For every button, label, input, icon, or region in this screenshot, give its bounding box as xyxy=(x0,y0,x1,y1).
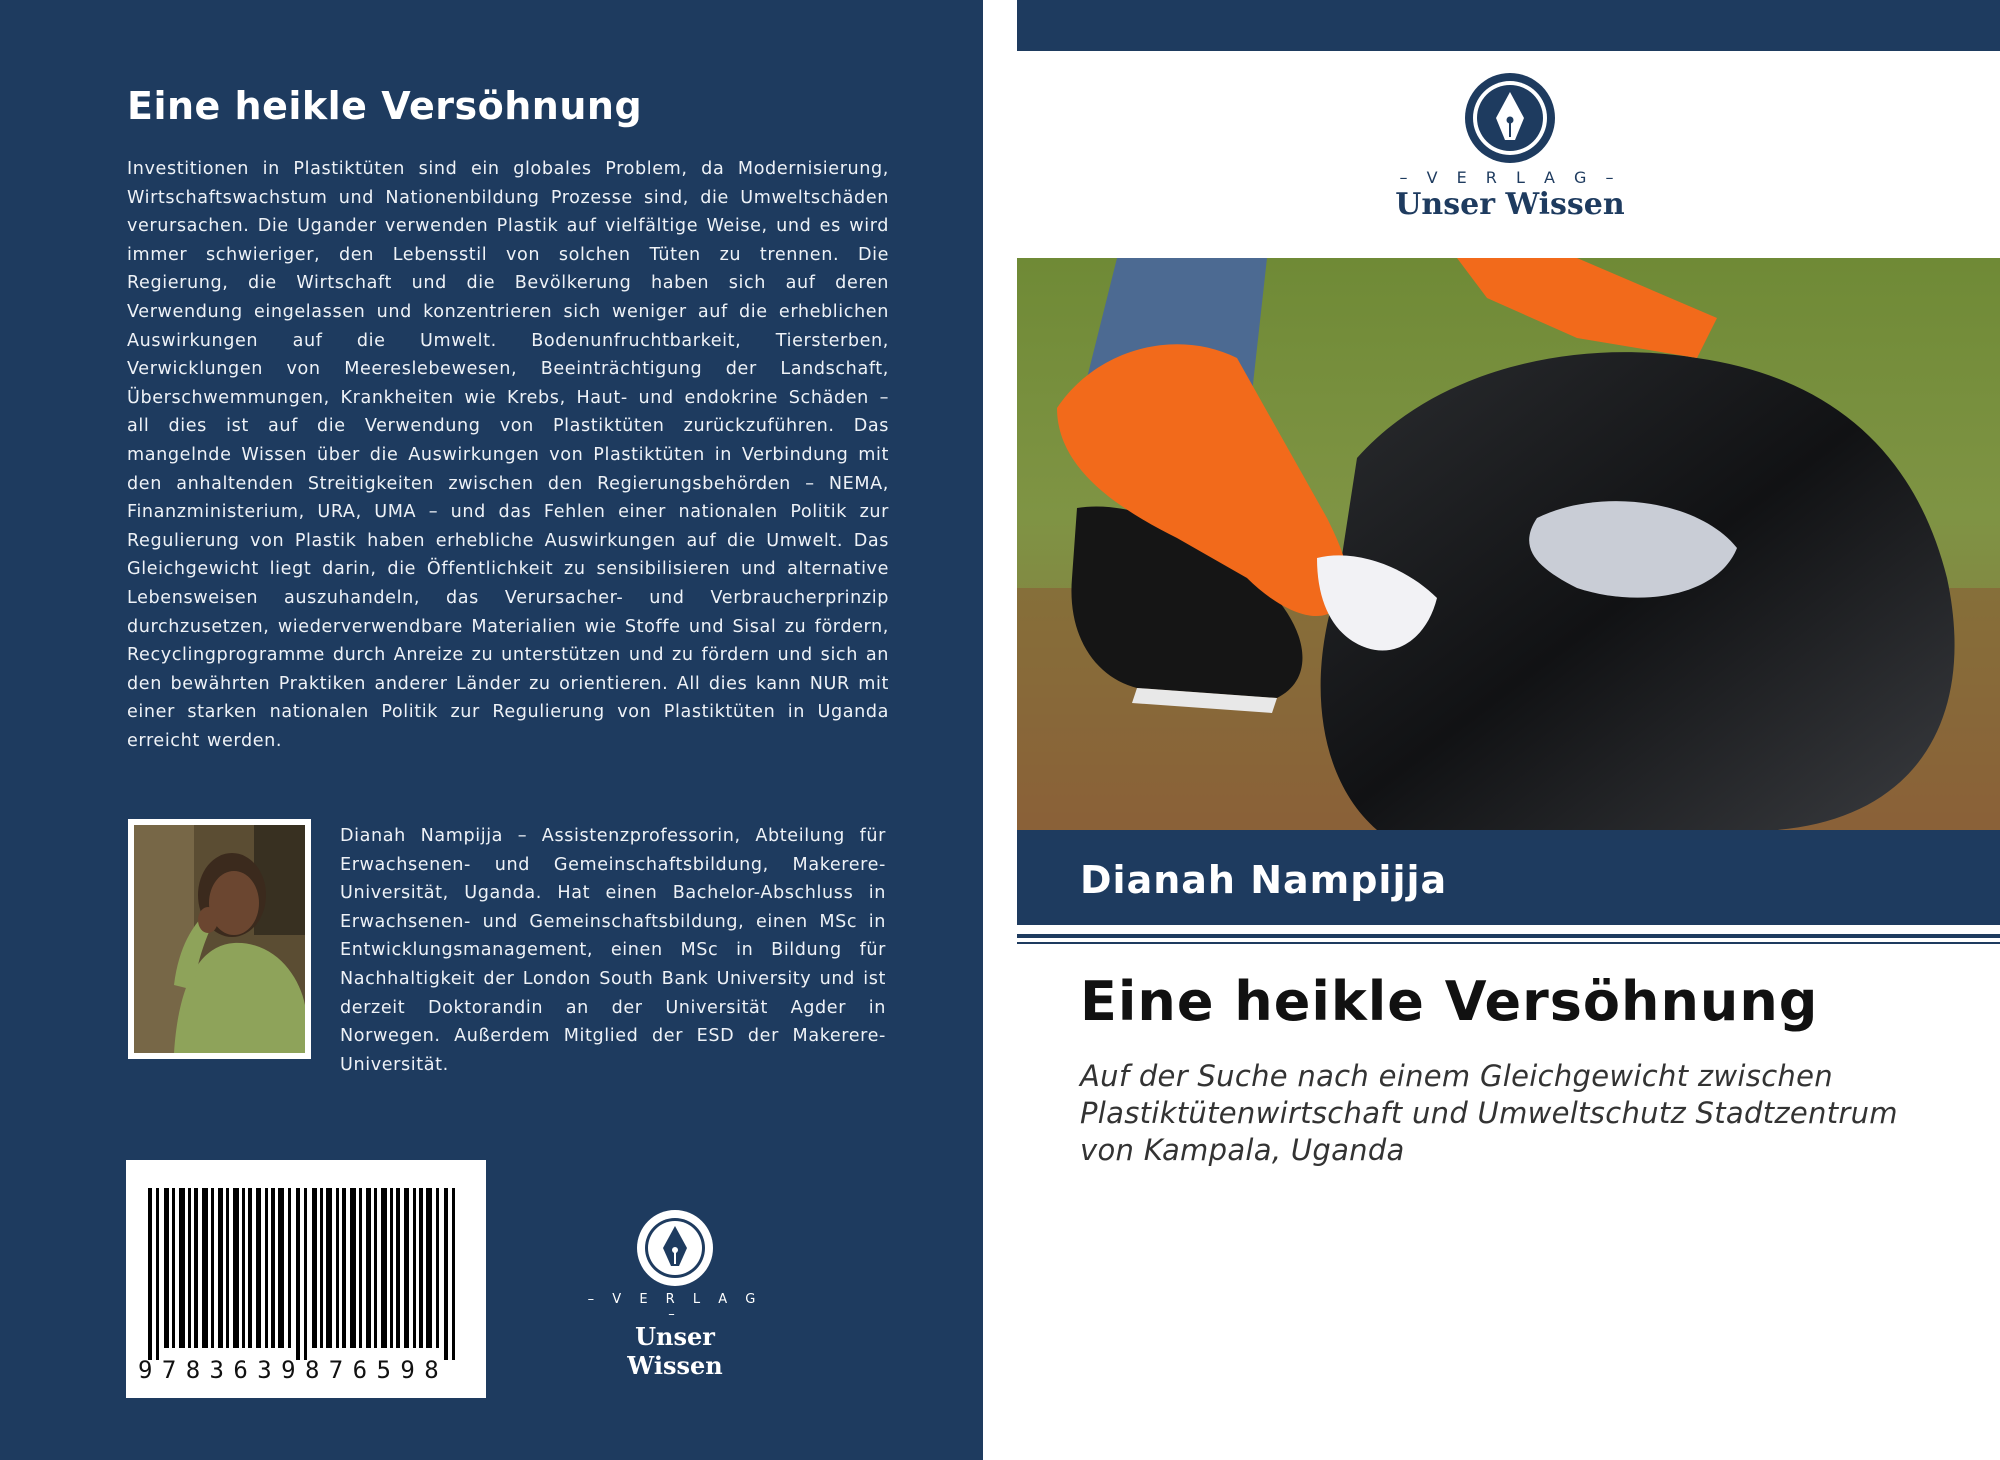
cover-title: Eine heikle Versöhnung xyxy=(1080,970,1819,1033)
author-band xyxy=(1017,830,2000,925)
author-bio: Dianah Nampijja – Assistenzprofessorin, Abteilung für Erwachsenen- und Gemeinschaftsbildung, Makerere-Universität, Uganda. Hat einen Bachelor-Abschluss in Erwachsenen- und Gemeinschaftsbildung, einen MSc in Entwicklungsmanagement, einen MSc in Bildung für Nachhaltigkeit der London South Bank University und ist derzeit Doktorandin an der Universität Agder in Norwegen. Außerdem Mitglied der ESD der Makerere-Universität. xyxy=(340,826,886,1075)
back-cover-blurb: Investitionen in Plastiktüten sind ein globales Problem, da Modernisierung, Wirtschaftswachstum und Nationenbildung Prozesse sind, die Umweltschäden verursachen. Die Ugander verwenden Plastik auf vielfältige Weise, und es wird immer schwieriger, den Lebensstil von solchen Tüten zu trennen. Die Regierung, die Wirtschaft und die Bevölkerung haben sich auf deren Verwendung eingelassen und konzentrieren sich weniger auf die erheblichen Auswirkungen auf die Umwelt. Bodenunfruchtbarkeit, Tiersterben, Verwicklungen von Meereslebewesen, Beeinträchtigung der Landschaft, Überschwemmungen, Krankheiten wie Krebs, Haut- und endokrine Schäden – all dies ist auf die Verwendung von Plastiktüten zurückzuführen. Das mangelnde Wissen über die Auswirkungen von Plastiktüten in Verbindung mit den anhaltenden Streitigkeiten zwischen den Regierungsbehörden – NEMA, Finanzministerium, URA, UMA – und das Fehlen einer nationalen Politik zur Regulierung von Plastik haben erhebliche Auswirkungen auf die Umwelt. Das Gleichgewicht liegt darin, die Öffentlichkeit zu sensibilisieren und alternative Lebensweisen auszuhandeln, das Verursacher- und Verbraucherprinzip durchzusetzen, wiederverwendbare Materialien wie Stoffe und Sisal zu fördern, Recyclingprogramme durch Anreize zu unterstützen und zu fördern und sich an den bewährten Praktiken anderer Länder zu orientieren. All dies kann NUR mit einer starken nationalen Politik zur Regulierung von Plastiktüten in Uganda erreicht werden. xyxy=(127,159,889,751)
fountain-pen-nib-icon xyxy=(1464,72,1556,164)
front-top-bar xyxy=(1017,0,2000,51)
front-cover xyxy=(1017,0,2000,1460)
cover-author-name: Dianah Nampijja xyxy=(1080,858,1448,902)
divider-line xyxy=(1017,934,2000,938)
cover-photo xyxy=(1017,258,2000,830)
author-portrait-image xyxy=(134,825,305,1053)
isbn-number: 9783639876598 xyxy=(138,1356,449,1384)
back-cover xyxy=(0,0,983,1460)
back-logo-verlag: – V E R L A G – xyxy=(587,1292,763,1322)
divider-line xyxy=(1017,942,2000,944)
front-publisher-logo xyxy=(1367,72,1653,222)
gloved-hands-trash-bag-image xyxy=(1017,258,2000,830)
back-cover-title: Eine heikle Versöhnung xyxy=(127,84,643,128)
back-logo-name: Unser Wissen xyxy=(627,1322,723,1380)
front-logo-name: Unser Wissen xyxy=(1395,187,1625,222)
fountain-pen-nib-icon xyxy=(635,1208,715,1288)
barcode-bars xyxy=(126,1160,486,1360)
isbn-barcode xyxy=(126,1160,486,1398)
back-publisher-logo xyxy=(585,1208,765,1380)
front-logo-verlag: – V E R L A G – xyxy=(1399,168,1621,187)
author-photo xyxy=(128,819,311,1059)
cover-subtitle: Auf der Suche nach einem Gleichgewicht zwischen Plastiktütenwirtschaft und Umweltschutz Stadtzentrum von Kampala, Uganda xyxy=(1080,1059,1898,1167)
book-spine xyxy=(983,0,1017,1460)
